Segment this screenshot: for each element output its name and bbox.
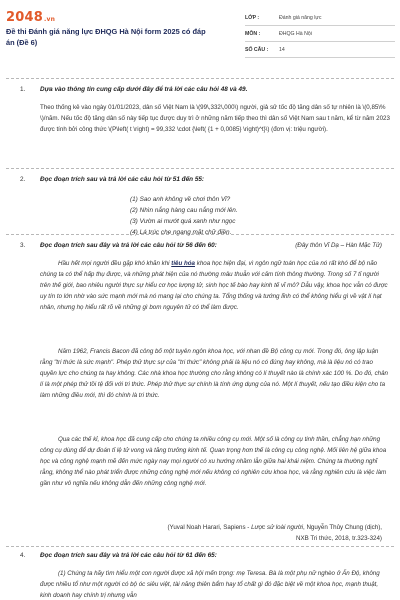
header	[0, 0, 400, 66]
page-title: Đề thi Đánh giá năng lực ĐHQG Hà Nội form 2025 có đáp án (Đề 6)	[6, 27, 206, 47]
poem-line: (4) Lá trúc che ngang mặt chữ điền.	[130, 229, 232, 236]
passage-paragraph-3: Qua các thế kỉ, khoa học đã cung cấp cho chúng ta nhiều công cụ mới. Một số là công cụ tinh thần, chẳng hạn những công cụ dùng để dự đoán tỉ lệ tử vong và tăng trưởng kinh tế. Quan trọng hơn thế là công cụ công nghệ. Mối liên hệ giữa khoa học và công nghệ mạnh mẽ đến mức ngày nay mọi người có xu hướng nhầm lẫn giữa hai khái niệm. Chúng ta thường nghĩ rằng, không thể nào phát triển được những công nghệ mới nếu không có nghiên cứu khoa học, và rằng nghiên cứu là việc làm gần như vô nghĩa nếu không dẫn đến những công nghệ mới.	[40, 436, 387, 487]
poem-line: (1) Sao anh không về chơi thôn Vĩ?	[130, 196, 231, 203]
source-book-title: Lược sử loài người	[251, 524, 303, 531]
question-number: 2.	[20, 176, 26, 183]
meta-value: 14	[279, 46, 285, 53]
source-text: , Nguyễn Thủy Chung (dịch),	[303, 524, 382, 531]
meta-label: LỚP :	[245, 14, 260, 21]
poem-source: (Đây thôn Vĩ Dạ – Hàn Mặc Tử)	[295, 242, 382, 249]
source-line-1	[40, 522, 382, 533]
meta-value: ĐHQG Hà Nội	[279, 30, 312, 37]
meta-row-class	[245, 10, 395, 26]
divider	[6, 234, 394, 235]
passage-paragraph-2: Năm 1962, Francis Bacon đã công bố một tuyên ngôn khoa học, với nhan đề Bộ công cụ mới. Trong đó, ông lập luận rằng "tri thức là sức mạnh". Phép thử thực sự của "tri thức" không phải là liệu nó có đúng hay không, mà là liệu nó có trao quyền lực cho chúng ta hay không. Các nhà khoa học thường cho rằng không có lí thuyết nào là chính xác 100 %. Do đó, chân lí là một phép thử tồi tệ đối với tri thức. Phép thử thực sự chính là tính ứng dụng của nó. Một lí thuyết, nếu tạo điều kiện cho ta làm những điều mới, thì đó chính là tri thức.	[40, 348, 388, 399]
question-body: (1) Chúng ta hãy tìm hiểu một con người được xã hội mến trọng: mẹ Teresa. Bà là một phụ nữ nghèo ở Ấn Độ, không được nhiều tổ như một người có bộ óc siêu việt, tài năng thiên bẩm hay tổ chất gì đó đặc biệt về một khoa học, mạnh thuật, kinh doanh hay chính trị nhưng vẫn	[40, 570, 380, 599]
question-number: 4.	[20, 552, 26, 559]
passage-source	[40, 522, 390, 544]
meta-table	[245, 10, 395, 58]
question-heading: Đọc đoạn trích sau và trả lời các câu hỏi từ 51 đến 55:	[40, 176, 205, 183]
meta-value: Đánh giá năng lực	[279, 14, 322, 21]
meta-row-count	[245, 42, 395, 58]
logo-main: 2048	[6, 10, 43, 25]
meta-label: MÔN :	[245, 30, 261, 37]
question-number: 3.	[20, 242, 26, 249]
question-body: Theo thống kê vào ngày 01/01/2023, dân số Việt Nam là \(99\,332\,000\) người, giả sử tốc độ tăng dân số tự nhiên là \(0,85\% \)/năm. Nếu tốc độ tăng dân số này tiếp tục được duy trì ở những năm tiếp theo thì dân số Việt Nam sau t năm, kể từ năm 2023 được tính bởi công thức \(P\left( t \right) = 99,332 \cdot {\left( {1 + 0,0085} \right)^t}\) (đơn vị: triệu người).	[40, 104, 390, 133]
divider	[6, 78, 394, 79]
logo-suffix: .vn	[43, 16, 56, 23]
passage-text: Hầu hết mọi người đều gặp khó khăn khi	[58, 260, 172, 267]
site-logo[interactable]	[6, 10, 55, 25]
highlighted-term[interactable]: tiêu hóa	[171, 260, 195, 267]
divider	[6, 168, 394, 169]
passage-text: khoa học hiện đại, vì ngôn ngữ toán học của nó rất khó để bộ não chúng ta có thể hấp thụ được, và những phát hiện của nó thường mâu thuẫn với cảm tính thông thường. Trong số 7 tỉ người trên thế giới, bao nhiêu người thực sự hiểu cơ học lượng tử, sinh học tế bào hay kinh tế vĩ mô? Dẫu vậy, khoa học vẫn có được uy tín to lớn nhờ vào sức mạnh mới mà nó mang lại cho chúng ta. Tổng thống và tướng lĩnh có thể không hiểu gì về vật lí hạt nhân, nhưng họ hiểu rất rõ về những gì bom nguyên tử có thể làm được.	[40, 260, 388, 311]
question-heading: Đọc đoạn trích sau đây và trả lời các câu hỏi từ 56 đến 60:	[40, 242, 217, 249]
question-number: 1.	[20, 86, 26, 93]
passage-paragraph-1	[40, 258, 390, 313]
poem	[130, 194, 238, 238]
poem-line: (3) Vườn ai mướt quá xanh như ngọc	[130, 218, 236, 225]
question-heading: Dựa vào thông tin cung cấp dưới đây để trả lời các câu hỏi 48 và 49.	[40, 86, 248, 93]
source-line-2: NXB Tri thức, 2018, tr.323-324)	[296, 535, 382, 542]
meta-label: SỐ CÂU :	[245, 46, 269, 53]
question-heading: Đọc đoạn trích sau đây và trả lời các câu hỏi từ 61 đến 65:	[40, 552, 217, 559]
divider	[6, 546, 394, 547]
meta-row-subject	[245, 26, 395, 42]
poem-line: (2) Nhìn nắng hàng cau nắng mới lên.	[130, 207, 238, 214]
source-text: (Yuval Noah Harari, Sapiens -	[167, 524, 252, 531]
